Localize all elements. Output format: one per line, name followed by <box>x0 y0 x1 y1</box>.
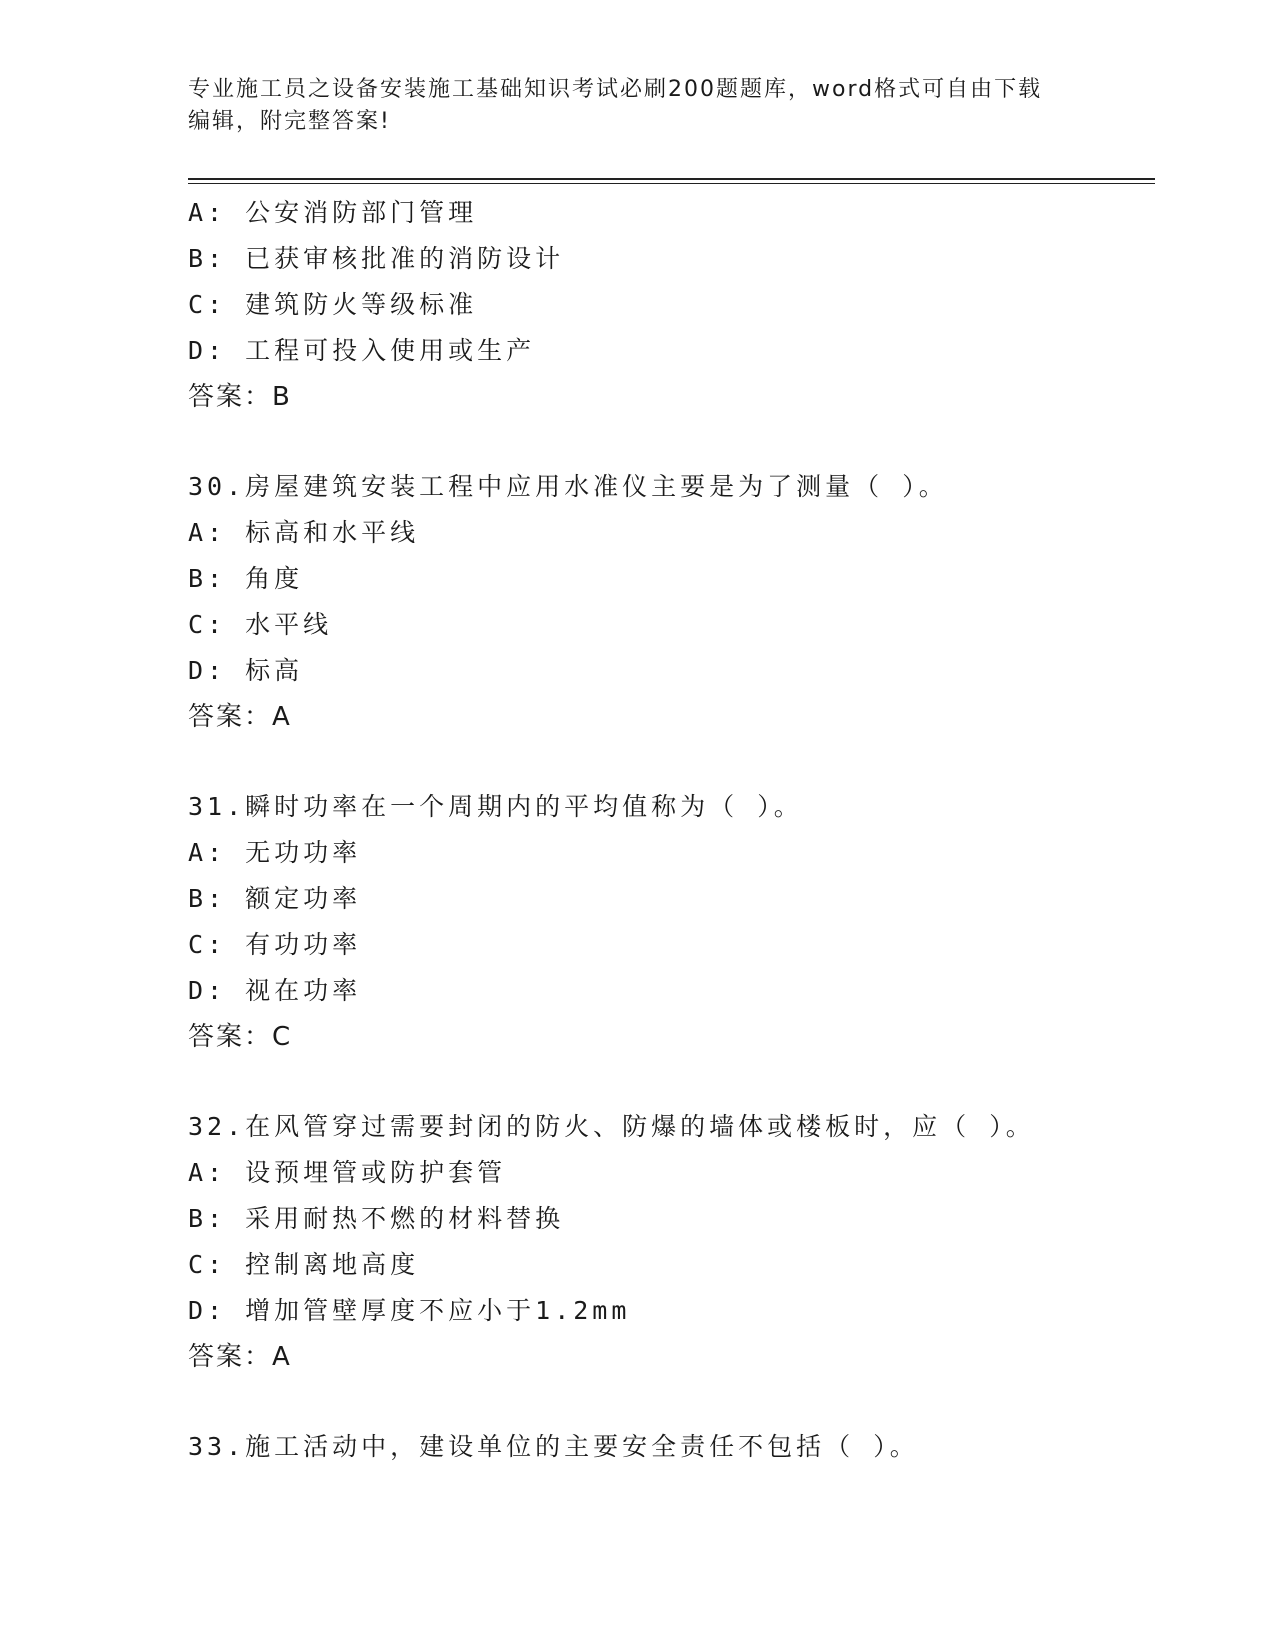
option-c: C: 水平线 <box>188 610 333 639</box>
option-d: D: 标高 <box>188 656 304 685</box>
spacer <box>188 1060 1155 1104</box>
header-line-1: 专业施工员之设备安装施工基础知识考试必刷200题题库，word格式可自由下载 <box>188 77 1043 102</box>
question-stem: 33.施工活动中，建设单位的主要安全责任不包括（ ）。 <box>188 1432 919 1461</box>
option-a: A: 公安消防部门管理 <box>188 198 478 227</box>
spacer <box>188 740 1155 784</box>
spacer <box>188 1380 1155 1424</box>
option-c: C: 控制离地高度 <box>188 1250 420 1279</box>
header-line-2: 编辑，附完整答案! <box>188 109 391 134</box>
question-block-continued <box>188 190 1155 420</box>
document-header <box>188 74 1088 138</box>
option-d: D: 视在功率 <box>188 976 362 1005</box>
question-block <box>188 784 1155 1060</box>
header-divider-thin <box>188 183 1155 184</box>
question-block <box>188 1104 1155 1380</box>
option-b: B: 额定功率 <box>188 884 362 913</box>
option-a: A: 设预埋管或防护套管 <box>188 1158 507 1187</box>
answer-text: 答案：A <box>188 702 292 732</box>
answer-text: 答案：A <box>188 1342 292 1372</box>
question-block <box>188 464 1155 740</box>
spacer <box>188 420 1155 464</box>
header-divider-thick <box>188 178 1155 180</box>
question-stem: 32.在风管穿过需要封闭的防火、防爆的墙体或楼板时，应（ ）。 <box>188 1112 1035 1141</box>
option-b: B: 角度 <box>188 564 304 593</box>
option-b: B: 已获审核批准的消防设计 <box>188 244 565 273</box>
question-stem: 30.房屋建筑安装工程中应用水准仪主要是为了测量（ ）。 <box>188 472 948 501</box>
option-d: D: 增加管壁厚度不应小于1.2mm <box>188 1296 631 1325</box>
answer-text: 答案：C <box>188 1022 293 1052</box>
answer-text: 答案：B <box>188 382 292 412</box>
option-c: C: 有功功率 <box>188 930 362 959</box>
question-stem: 31.瞬时功率在一个周期内的平均值称为（ ）。 <box>188 792 803 821</box>
option-a: A: 无功功率 <box>188 838 362 867</box>
option-c: C: 建筑防火等级标准 <box>188 290 478 319</box>
question-block <box>188 1424 1155 1470</box>
option-d: D: 工程可投入使用或生产 <box>188 336 536 365</box>
option-b: B: 采用耐热不燃的材料替换 <box>188 1204 565 1233</box>
option-a: A: 标高和水平线 <box>188 518 420 547</box>
question-list <box>188 190 1155 1470</box>
